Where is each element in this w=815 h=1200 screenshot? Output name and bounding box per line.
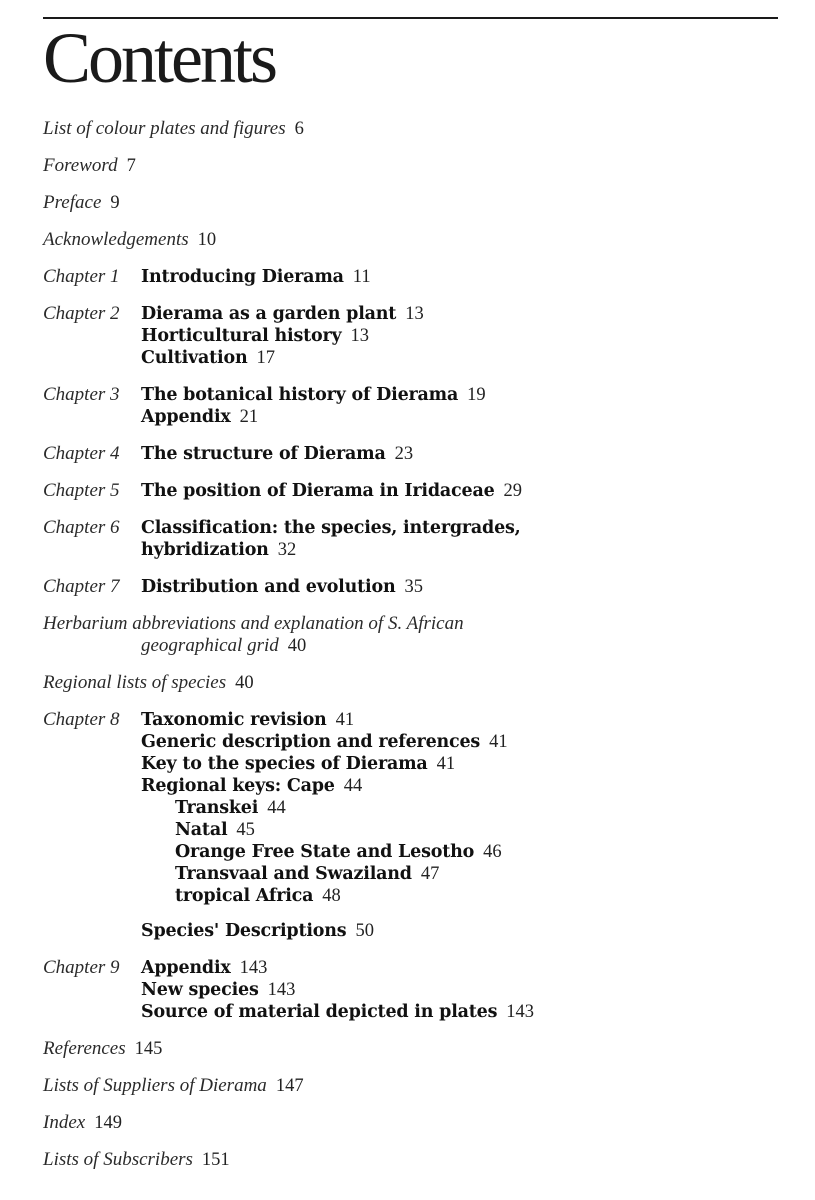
page-number: 50 xyxy=(355,921,374,941)
toc-subentry-species-descriptions[interactable] xyxy=(141,920,374,942)
toc-entry-references[interactable] xyxy=(43,1038,162,1060)
toc-entry-regional-lists[interactable] xyxy=(43,672,254,694)
toc-region-entry[interactable] xyxy=(175,797,286,819)
page-number: 21 xyxy=(239,407,259,427)
toc-entry-chapter-8[interactable] xyxy=(141,709,354,731)
page-number: 143 xyxy=(239,958,268,978)
entry-label: Index xyxy=(43,1112,86,1133)
entry-label: Appendix xyxy=(141,407,231,427)
entry-label: Regional keys: Cape xyxy=(141,776,335,796)
page-number: 13 xyxy=(405,304,424,324)
entry-label: Lists of Subscribers xyxy=(43,1149,193,1170)
toc-entry-subscribers[interactable] xyxy=(43,1149,230,1171)
page-number: 44 xyxy=(343,776,363,796)
toc-entry-foreword[interactable] xyxy=(43,155,136,177)
page-number: 40 xyxy=(235,673,254,693)
entry-label: Dierama as a garden plant xyxy=(141,304,397,324)
chapter-number-1: Chapter 1 xyxy=(43,266,120,287)
entry-label: Taxonomic revision xyxy=(141,710,327,730)
entry-label: Lists of Suppliers of Dierama xyxy=(43,1075,267,1096)
toc-entry-herbarium[interactable] xyxy=(43,613,464,635)
entry-label: Key to the species of Dierama xyxy=(141,754,428,774)
page-number: 41 xyxy=(335,710,355,730)
page-number: 44 xyxy=(267,798,286,818)
toc-entry-chapter-7[interactable] xyxy=(141,576,423,598)
toc-subentry[interactable] xyxy=(141,325,369,347)
entry-label: Transkei xyxy=(175,798,259,818)
page-number: 149 xyxy=(94,1113,122,1133)
entry-label: Horticultural history xyxy=(141,326,342,346)
entry-label: Acknowledgements xyxy=(43,229,189,250)
toc-subentry[interactable] xyxy=(141,406,258,428)
entry-label: hybridization xyxy=(141,540,269,560)
page-number: 145 xyxy=(134,1039,163,1059)
page-number: 6 xyxy=(294,119,304,139)
toc-entry-plates[interactable] xyxy=(43,118,304,140)
entry-label: Transvaal and Swaziland xyxy=(175,864,412,884)
entry-label: Preface xyxy=(43,192,102,213)
toc-entry-chapter-3[interactable] xyxy=(141,384,486,406)
toc-entry-chapter-6[interactable] xyxy=(141,517,521,539)
toc-entry-chapter-2[interactable] xyxy=(141,303,424,325)
toc-subentry[interactable] xyxy=(141,347,275,369)
toc-entry-preface[interactable] xyxy=(43,192,120,214)
toc-entry-chapter-5[interactable] xyxy=(141,480,522,502)
entry-label: List of colour plates and figures xyxy=(43,118,286,139)
toc-entry-chapter-4[interactable] xyxy=(141,443,413,465)
page-number: 147 xyxy=(275,1076,304,1096)
chapter-number-8: Chapter 8 xyxy=(43,709,120,730)
page-number: 13 xyxy=(350,326,369,346)
entry-label: Orange Free State and Lesotho xyxy=(175,842,475,862)
entry-label: References xyxy=(43,1038,126,1059)
toc-entry-chapter-1[interactable] xyxy=(141,266,371,288)
page-number: 11 xyxy=(352,267,371,287)
page-number: 143 xyxy=(506,1002,535,1022)
toc-entry-herbarium-cont[interactable] xyxy=(141,635,306,657)
toc-subentry[interactable] xyxy=(141,775,362,797)
entry-label: Source of material depicted in plates xyxy=(141,1002,498,1022)
entry-label: New species xyxy=(141,980,259,1000)
page-number: 151 xyxy=(201,1150,230,1170)
toc-entry-suppliers[interactable] xyxy=(43,1075,304,1097)
toc-subentry[interactable] xyxy=(141,979,295,1001)
entry-label: Foreword xyxy=(43,155,118,176)
page-number: 45 xyxy=(236,820,255,840)
toc-subentry[interactable] xyxy=(141,1001,534,1023)
page-number: 41 xyxy=(489,732,508,752)
entry-label: Species' Descriptions xyxy=(141,921,347,941)
entry-label: The position of Dierama in Iridaceae xyxy=(141,481,495,501)
chapter-number-7: Chapter 7 xyxy=(43,576,120,597)
toc-subentry[interactable] xyxy=(141,753,455,775)
entry-label: Distribution and evolution xyxy=(141,577,396,597)
chapter-number-5: Chapter 5 xyxy=(43,480,120,501)
page-number: 41 xyxy=(436,754,456,774)
page-number: 46 xyxy=(483,842,502,862)
page-number: 7 xyxy=(126,156,136,176)
entry-label: geographical grid xyxy=(141,635,279,656)
entry-label: Appendix xyxy=(141,958,231,978)
page-number: 47 xyxy=(420,864,440,884)
page-number: 48 xyxy=(322,886,341,906)
page-number: 32 xyxy=(277,540,297,560)
toc-entry-chapter-9[interactable] xyxy=(141,957,267,979)
page-number: 29 xyxy=(503,481,523,501)
chapter-number-9: Chapter 9 xyxy=(43,957,120,978)
entry-label: Classification: the species, intergrades, xyxy=(141,518,521,538)
toc-region-entry[interactable] xyxy=(175,819,255,841)
entry-label: Herbarium abbreviations and explanation of S. African xyxy=(43,613,464,634)
chapter-number-4: Chapter 4 xyxy=(43,443,120,464)
entry-label: Generic description and references xyxy=(141,732,481,752)
entry-label: The botanical history of Dierama xyxy=(141,385,459,405)
entry-label: Cultivation xyxy=(141,348,248,368)
toc-entry-index[interactable] xyxy=(43,1112,122,1134)
entry-label: The structure of Dierama xyxy=(141,444,386,464)
toc-entry-acknowledgements[interactable] xyxy=(43,229,216,251)
toc-region-entry[interactable] xyxy=(175,885,341,907)
toc-entry-chapter-6-cont[interactable] xyxy=(141,539,296,561)
page-number: 10 xyxy=(197,230,217,250)
entry-label: tropical Africa xyxy=(175,886,314,906)
chapter-number-6: Chapter 6 xyxy=(43,517,120,538)
toc-subentry[interactable] xyxy=(141,731,508,753)
entry-label: Natal xyxy=(175,820,228,840)
chapter-number-2: Chapter 2 xyxy=(43,303,120,324)
chapter-number-3: Chapter 3 xyxy=(43,384,120,405)
page-number: 9 xyxy=(110,193,120,213)
page-number: 40 xyxy=(287,636,307,656)
entry-label: Introducing Dierama xyxy=(141,267,344,287)
page-number: 35 xyxy=(404,577,423,597)
page-number: 143 xyxy=(267,980,296,1000)
page-number: 19 xyxy=(467,385,486,405)
page-title: Contents xyxy=(43,18,276,98)
page-number: 17 xyxy=(256,348,275,368)
toc-region-entry[interactable] xyxy=(175,841,502,863)
page-number: 23 xyxy=(394,444,414,464)
entry-label: Regional lists of species xyxy=(43,672,227,693)
toc-region-entry[interactable] xyxy=(175,863,439,885)
